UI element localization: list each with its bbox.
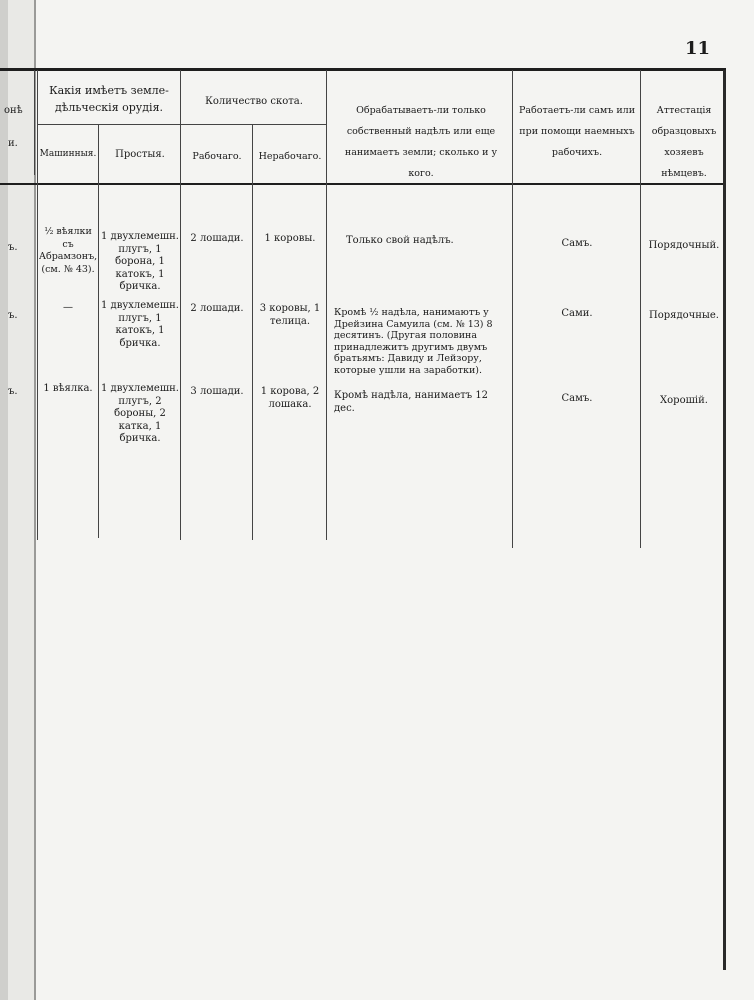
header-working: Рабочаго. — [192, 151, 242, 162]
table-right-rule — [723, 70, 726, 970]
subheader-rule — [181, 124, 326, 125]
row1-land: Только свой надѣлъ. — [346, 235, 454, 246]
row2-machines: — — [63, 302, 73, 313]
header-livestock: Количество скота. — [205, 96, 303, 107]
row1-machines: ½ вѣялки съ Абрамзонъ, (см. № 43). — [38, 226, 98, 275]
fragment-text: и. — [8, 138, 18, 149]
table-top-rule — [0, 68, 726, 71]
row1-simple: 1 двухлемешн. плугъ, 1 борона, 1 катокъ, 1 бричка. — [101, 231, 179, 292]
header-land: Обрабатываетъ-ли только собственный надѣлъ или еще нанимаетъ земли; сколько и у кого. — [344, 105, 498, 179]
row1-nonworking: 1 коровы. — [264, 233, 316, 244]
header-machines: Машинныя. — [39, 149, 97, 159]
header-implements: Какія имѣетъ земле-дѣльческія орудія. — [49, 84, 169, 114]
fragment-text: ъ. — [8, 386, 18, 397]
col-rule — [180, 70, 181, 540]
row3-land: Кромѣ надѣла, нанимаетъ 12 дес. — [334, 390, 489, 414]
binding-shadow — [0, 0, 8, 1000]
header-attestation: Аттестація образцовыхъ хозяевъ нѣмцевъ. — [651, 105, 717, 179]
fragment-text: ъ. — [8, 310, 18, 321]
page-number: 11 — [685, 38, 711, 59]
col-rule — [640, 70, 641, 548]
fragment-text: ъ. — [8, 242, 18, 253]
header-simple: Простыя. — [115, 149, 165, 160]
row3-simple: 1 двухлемешн. плугъ, 2 бороны, 2 катка, 1 бричка. — [101, 383, 179, 444]
row2-simple: 1 двухлемешн. плугъ, 1 катокъ, 1 бричка. — [101, 300, 179, 349]
row3-labor: Самъ. — [561, 393, 593, 404]
col-rule — [326, 70, 327, 540]
col-rule — [34, 70, 35, 175]
header-labor: Работаетъ-ли самъ или при помощи наемныхъ рабочихъ. — [518, 105, 636, 158]
row1-working: 2 лошади. — [190, 233, 244, 244]
row2-working: 2 лошади. — [190, 303, 244, 314]
row3-attestation: Хорошій. — [660, 395, 708, 406]
row2-nonworking: 3 коровы, 1 телица. — [259, 303, 321, 327]
row3-working: 3 лошади. — [190, 386, 244, 397]
row2-land: Кромѣ ½ надѣла, нанимаютъ у Дрейзина Самуила (см. № 13) 8 десятинъ. (Другая половина принадлежитъ другимъ двумъ братьямъ: Давиду и Лейзору, которые ушли на заработки). — [334, 307, 493, 376]
subheader-rule — [38, 124, 180, 125]
row1-attestation: Порядочный. — [648, 240, 720, 251]
row3-machines: 1 вѣялка. — [43, 383, 93, 394]
col-rule — [252, 125, 253, 540]
header-nonworking: Нерабочаго. — [258, 151, 322, 162]
row1-labor: Самъ. — [561, 238, 593, 249]
fragment-text: онѣ — [4, 105, 23, 116]
col-rule — [512, 70, 513, 548]
row3-nonworking: 1 корова, 2 лошака. — [260, 386, 320, 410]
row2-attestation: Порядочные. — [649, 310, 719, 321]
col-rule — [98, 125, 99, 538]
row2-labor: Сами. — [561, 308, 593, 319]
